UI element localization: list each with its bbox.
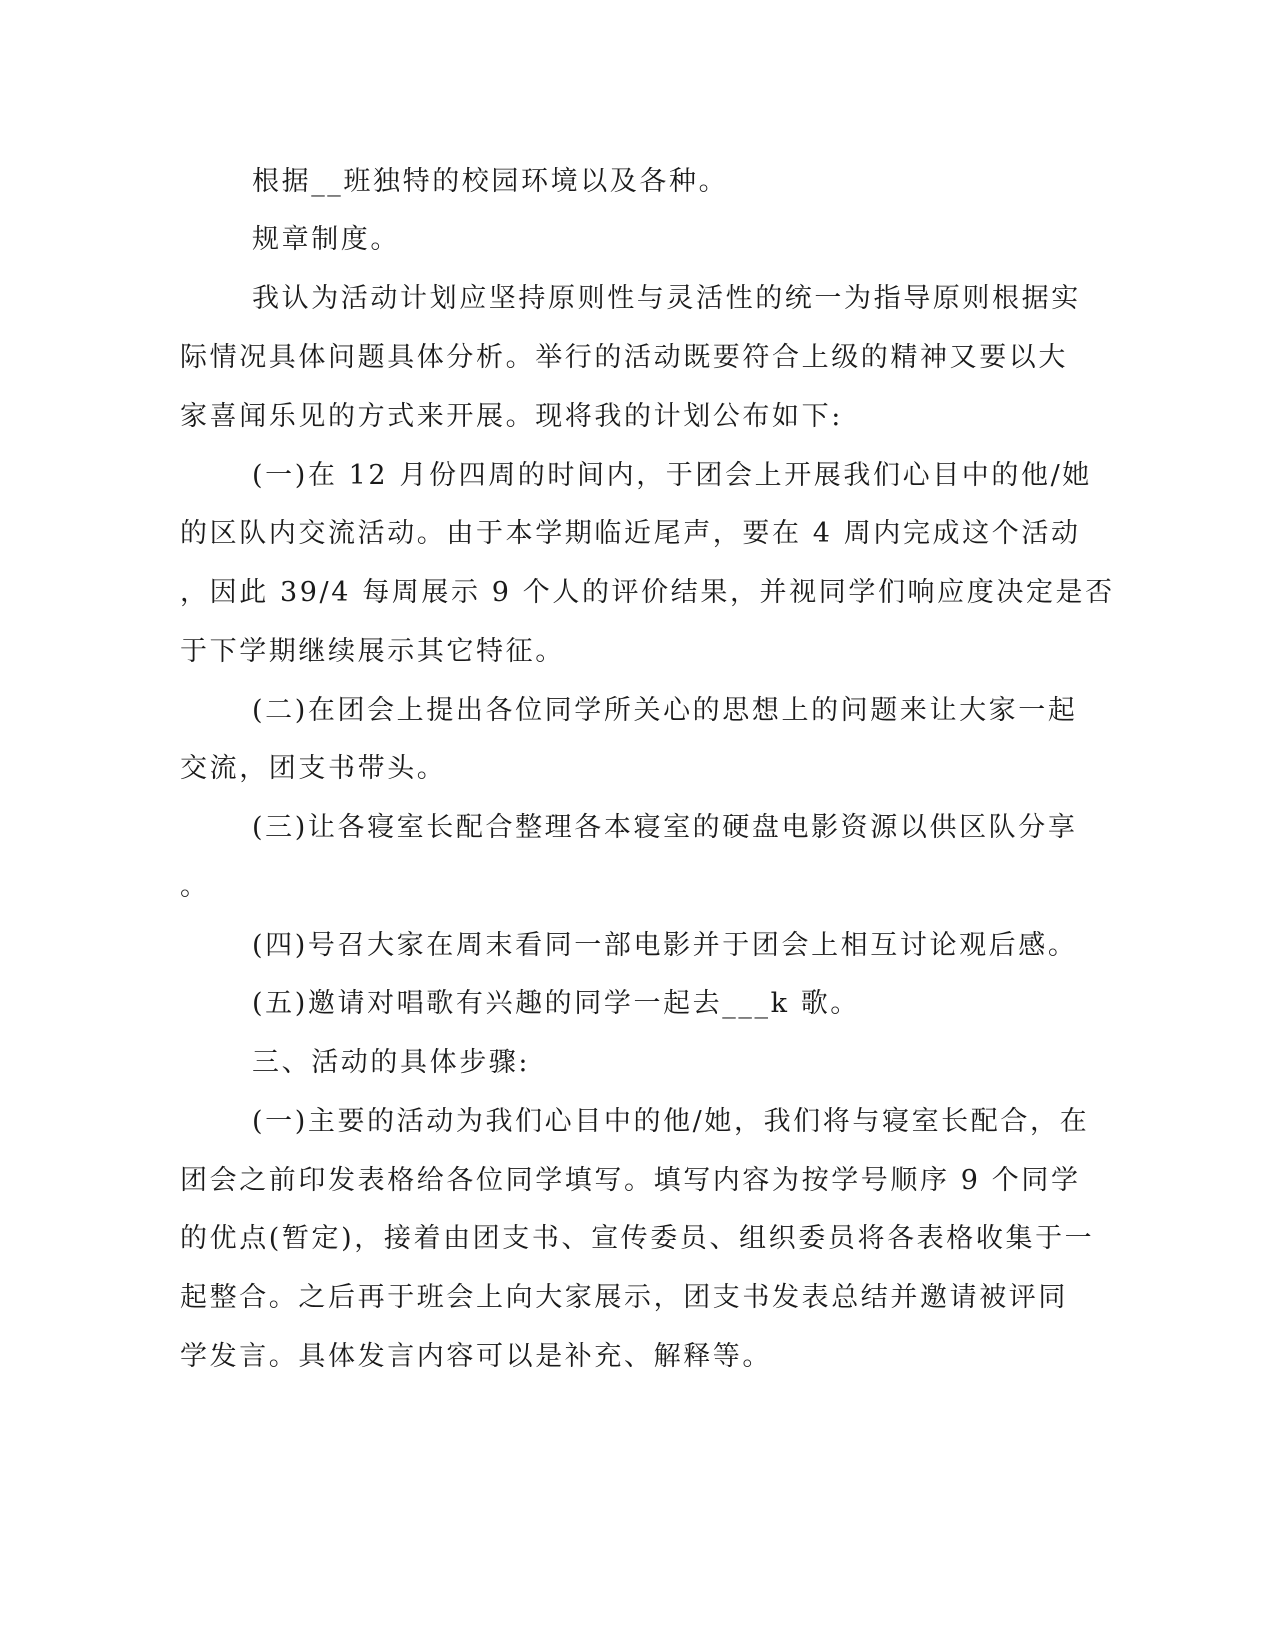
text-line-10: (二)在团会上提出各位同学所关心的思想上的问题来让大家一起 [252, 695, 1078, 726]
text-line-12: (三)让各寝室长配合整理各本寝室的硬盘电影资源以供区队分享 [252, 812, 1078, 843]
text-line-8: ，因此 39/4 每周展示 9 个人的评价结果，并视同学们响应度决定是否 [180, 577, 1115, 608]
text-line-13: 。 [180, 871, 210, 902]
text-line-14: (四)号召大家在周末看同一部电影并于团会上相互讨论观后感。 [252, 930, 1078, 961]
text-line-16: 三、活动的具体步骤: [252, 1047, 531, 1078]
text-line-4: 际情况具体问题具体分析。举行的活动既要符合上级的精神又要以大 [180, 342, 1068, 373]
text-line-7: 的区队内交流活动。由于本学期临近尾声，要在 4 周内完成这个活动 [180, 518, 1081, 549]
text-line-20: 起整合。之后再于班会上向大家展示，团支书发表总结并邀请被评同 [180, 1282, 1068, 1313]
text-line-19: 的优点(暂定)，接着由团支书、宣传委员、组织委员将各表格收集于一 [180, 1223, 1095, 1254]
text-line-1: 根据__班独特的校园环境以及各种。 [252, 166, 729, 197]
text-line-2: 规章制度。 [252, 224, 400, 255]
text-line-9: 于下学期继续展示其它特征。 [180, 636, 565, 667]
text-line-5: 家喜闻乐见的方式来开展。现将我的计划公布如下: [180, 401, 843, 432]
text-line-11: 交流，团支书带头。 [180, 753, 447, 784]
text-line-15: (五)邀请对唱歌有兴趣的同学一起去___k 歌。 [252, 988, 860, 1019]
text-line-17: (一)主要的活动为我们心目中的他/她，我们将与寝室长配合，在 [252, 1106, 1090, 1137]
text-line-6: (一)在 12 月份四周的时间内，于团会上开展我们心目中的他/她 [252, 460, 1092, 491]
text-line-3: 我认为活动计划应坚持原则性与灵活性的统一为指导原则根据实 [252, 283, 1081, 314]
text-line-21: 学发言。具体发言内容可以是补充、解释等。 [180, 1341, 772, 1372]
text-line-18: 团会之前印发表格给各位同学填写。填写内容为按学号顺序 9 个同学 [180, 1165, 1081, 1196]
